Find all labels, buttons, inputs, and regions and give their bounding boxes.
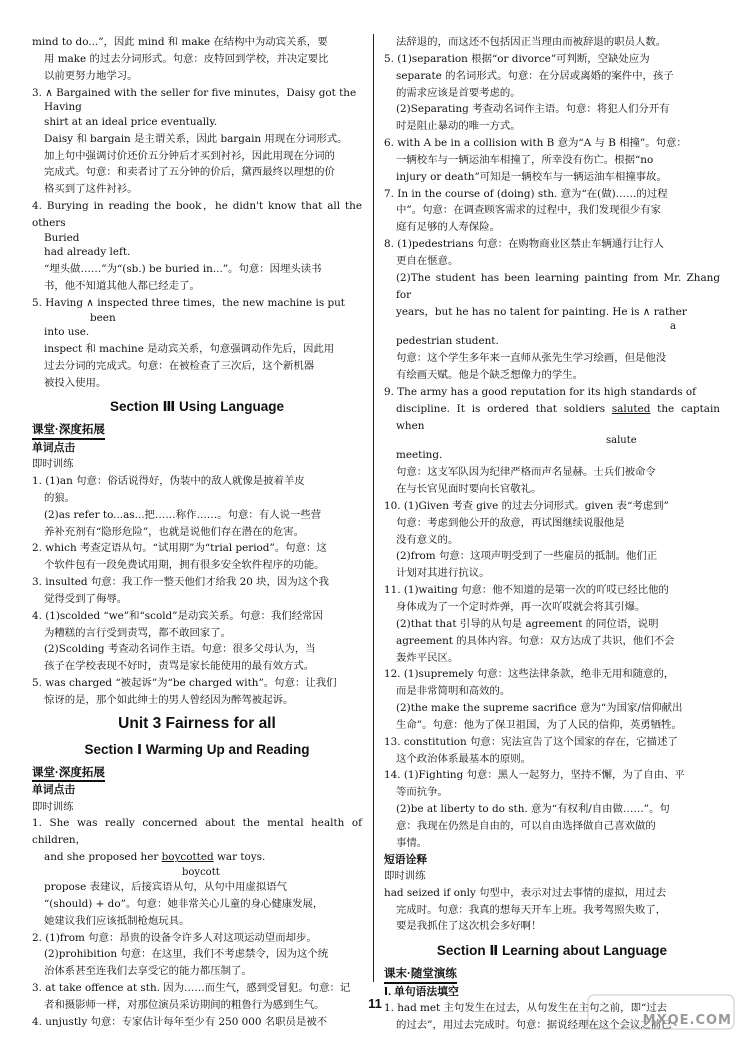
sub-heading: 短语诠释 [384,853,428,866]
text-line: 句意：考虑到他公开的敌意，再试图继续说服他是 [396,516,625,529]
text-line: 者和摄影师一样，对那位演员采访期间的粗鲁行为感到生气。 [44,998,325,1011]
text-line: 觉得受到了侮辱。 [44,592,128,605]
text-line: 6. with A be in a collision with B 意为“A 与 B 相撞”。句意： [384,137,687,150]
text-line: 惊讶的是，那个如此绅士的男人曾经因为醉驾被起诉。 [44,693,294,706]
section-title: Section Ⅲ Using Language [109,399,285,415]
text-line: 2. which 考查定语从句。“试用期”为“trial period”。句意：这 [32,542,327,555]
sub-heading: 即时训练 [384,869,426,882]
text-line: “埋头做……”为“(sb.) be buried in...”。句意：因埋头读书 [44,263,322,276]
text-line: “(should) + do”。句意：她非常关心儿童的身心健康发展， [44,897,324,910]
text-line: 4. unjustly 句意：专家估计每年至少有 250 000 名职员是被不 [32,1015,328,1028]
correction-word: salute [606,435,637,447]
text-line: 9. The army has a good reputation for its high standards of [384,385,696,398]
watermark-text: MXQE.COM [642,1012,732,1028]
text-line: 12. (1)supremely 句意：这些法律条款，绝非无用和随意的， [384,668,675,681]
text-line: separate 的名词形式。句意：在分居或离婚的案件中，孩子 [396,69,674,82]
text-line: 的过去”，用过去完成时。句意：据说经理在这个会议之前已 [396,1018,672,1031]
sub-heading: 单词点击 [32,784,76,797]
correction-word: a [670,321,676,333]
text-line: 完成式。句意：和卖者讨了五分钟的价后，黛西最终以理想的价 [44,166,335,179]
text-line: 在与长官见面时要向长官敬礼。 [396,483,542,496]
text-line: 2. (1)from 句意：昂贵的设备令许多人对这项运动望而却步。 [32,931,317,944]
unit-title: Unit 3 Fairness for all [118,714,276,732]
text-line: propose 表建议，后接宾语从句，从句中用虚拟语气 [44,881,287,893]
text-line: into use. [44,326,90,339]
text-line: 句意：这个学生多年来一直师从张先生学习绘画，但是他没 [396,352,667,365]
text-line: (2)Scolding 考查动名词作主语。句意：很多父母认为，当 [44,643,316,656]
correction-word: been [90,311,116,324]
text-line: 3. insulted 句意：我工作一整天他们才给我 20 块，因为这个我 [32,576,329,589]
text-line: inspect 和 machine 是动宾关系，句意强调动作先后，因此用 [44,342,335,355]
text-line: 的需求应该是首要考虑的。 [396,86,521,99]
text-line: 要是我抓住了这次机会多好啊！ [396,920,542,933]
text-line: (2)prohibition 句意：在这里，我们不考虑禁令，因为这个统 [44,948,329,961]
class-heading: 课堂·深度拓展 [32,423,105,440]
text-line: (2)that that 引导的从句是 agreement 的同位语，说明 [396,617,659,630]
text-line: had seized if only 句型中，表示对过去事情的虚拟，用过去 [384,886,667,899]
text-line: 一辆校车与一辆运油车相撞了，所幸没有伤亡。根据“no [396,153,654,166]
sub-heading: 即时训练 [32,800,74,813]
text-line: 11. (1)waiting 句意：他不知道的是第一次的吖哎已经比他的 [384,584,669,597]
right-column [384,34,720,1034]
text-fragment: the captain when [396,402,720,432]
text-line: 身体成为了一个定时炸弹，再一次吖哎就会将其引爆。 [396,601,646,613]
text-line: 中”。句意：在调查顾客需求的过程中，我们发现很少有家 [396,204,662,217]
text-line: 等而抗争。 [396,786,448,799]
text-line: (2)the make the supreme sacrifice 意为“为国家/信仰献出 [396,702,683,715]
text-line: mind to do...”，因此 mind 和 make 在结构中为动宾关系，要 [32,36,328,48]
text-line: Daisy 和 bargain 是主谓关系，因此 bargain 用现在分词形式。 [44,132,348,145]
text-line: 7. In in the course of (doing) sth. 意为“在(做)……的过程 [384,187,668,200]
text-line: 没有意义的。 [396,533,459,546]
text-line: pedestrian student. [396,335,499,348]
text-line: (2)from 句意：这项声明受到了一些雇员的抵制。他们正 [396,550,658,563]
text-line: 1. (1)an 句意：俗话说得好，伪装中的敌人就像是披着羊皮 [32,475,305,487]
text-line: 3. at take offence at sth. 因为……而生气，感到受冒犯。句意：记 [32,982,351,995]
text-line: 5. was charged “被起诉”为“be charged with”。句意：让我们 [32,677,337,690]
text-fragment: war toys. [213,851,266,864]
text-line: 治体系甚至连我们去享受它的能力都压制了。 [44,965,252,978]
text-line: 过去分词的完成式。句意：在被检查了三次后，这个新机器 [44,359,315,372]
text-line: 4. (1)scolded “we”和“scold”是动宾关系。句意：我们经常因 [32,609,323,622]
text-line: had already left. [44,246,131,259]
text-line: 格买到了这件衬衫。 [44,183,138,196]
page-number: 11 [368,996,382,1011]
text-line: 为糟糕的言行受到责骂，都不敢回家了。 [44,626,232,639]
class-heading: 课堂·深度拓展 [32,766,105,783]
section-title: Section Ⅱ Learning about Language [436,943,668,959]
text-line: 有绘画天赋。他是个缺乏想像力的学生。 [396,369,584,382]
text-line: shirt at an ideal price eventually. [44,115,218,128]
text-line: (2)as refer to...as...把……称作……。句意：有人说一些营 [44,508,322,521]
text-line [384,401,720,435]
text-line: 法辞退的，而这还不包括因正当理由而被辞退的职员人数。 [396,36,667,48]
text-fragment: discipline. It is ordered that soldiers [396,402,612,415]
text-line [32,849,362,866]
text-line: meeting. [396,449,443,462]
text-line: 14. (1)Fighting 句意：黑人一起努力，坚持不懈，为了自由、平 [384,769,685,782]
text-line: 生命”。句意：他为了保卫祖国，为了人民的信仰，英勇牺牲。 [396,718,682,731]
text-line: 句意：这支军队因为纪律严格而声名显赫。士兵们被命令 [396,466,656,479]
text-line: 10. (1)Given 考查 give 的过去分词形式。given 表“考虑到” [384,499,669,512]
text-line: years，but he has no talent for painting. He is ∧ rather [396,305,687,318]
text-line: 13. constitution 句意：宪法宣告了这个国家的存在，它描述了 [384,735,678,748]
text-line: 计划对其进行抗议。 [396,567,490,580]
class-heading: 课末·随堂演练 [384,967,457,984]
text-line: (2)The student has been learning painting from Mr. Zhang for [396,271,720,301]
text-line: 3. ∧ Bargained with the seller for five minutes，Daisy got the [32,86,357,99]
correction-word: Buried [44,231,80,244]
sub-heading: Ⅰ. 单句语法填空 [384,985,459,998]
text-line: 书，他不知道其他人都已经走了。 [44,279,200,292]
text-line: 时是阻止暴动的唯一方式。 [396,120,521,133]
text-line: 以前更努力地学习。 [44,69,138,82]
text-fragment: and she proposed her [44,851,162,864]
text-line: 的狼。 [44,491,76,504]
text-line: 被投入使用。 [44,376,107,389]
column-divider [373,34,374,982]
text-line: 加上句中强调讨价还价五分钟后才买到衬衫，因此用现在分词的 [44,149,335,162]
text-line: 孩子在学校表现不好时，责骂是家长能使用的最有效方式。 [44,660,315,673]
text-line: 她建议我们应该抵制枪炮玩具。 [44,914,190,927]
text-line: 4. Burying in reading the book，he didn't know that all the others [32,200,362,229]
section-title: Section Ⅰ Warming Up and Reading [84,741,310,757]
text-line: 意：我现在仍然是自由的，可以自由选择做自己喜欢做的 [396,819,656,832]
text-line: injury or death”可知是一辆校车与一辆运油车相撞事故。 [396,170,667,183]
text-line: agreement 的具体内容。句意：双方达成了共识，他们不会 [396,634,675,647]
text-line: 更自在惬意。 [396,254,459,267]
text-line: 5. Having ∧ inspected three times，the new machine is put [32,296,345,309]
text-line: 轰炸平民区。 [396,651,459,664]
correction-word: Having [44,101,82,114]
text-line: 用 make 的过去分词形式。句意：皮特回到学校，并决定要比 [44,52,329,65]
text-line: 养补充剂有“隐形危险”，也就是说他们存在潜在的危害。 [44,525,304,538]
text-line: 1. had met 主句发生在过去，从句发生在主句之前，即“过去 [384,1001,668,1014]
sub-heading: 即时训练 [32,458,74,471]
left-column [32,34,362,1031]
sub-heading: 单词点击 [32,441,76,454]
underlined-error: boycotted [161,851,214,864]
text-line: (2)be at liberty to do sth. 意为“有权利/自由做……”。句 [396,803,670,816]
text-line: 而是非常简明和高效的。 [396,685,511,698]
text-line: 事情。 [396,836,428,849]
text-line: 个软件包有一段免费试用期，拥有很多安全软件程序的功能。 [44,559,325,572]
correction-word: boycott [182,867,220,878]
text-line: 庭有足够的人寿保险。 [396,221,500,234]
underlined-error: saluted [611,402,651,415]
text-line: 8. (1)pedestrians 句意：在购物商业区禁止车辆通行让行人 [384,238,664,251]
text-line: (2)Separating 考查动名词作主语。句意：将犯人们分开有 [396,103,670,116]
text-line: 1. She was really concerned about the mental health of children， [32,817,362,847]
text-line: 5. (1)separation 根据“or divorce”可判断，空缺处应为 [384,52,650,65]
text-line: 完成时。句意：我真的想每天开车上班。我考驾照失败了， [396,903,667,916]
text-line: 这个政治体系最基本的原则。 [396,752,532,765]
